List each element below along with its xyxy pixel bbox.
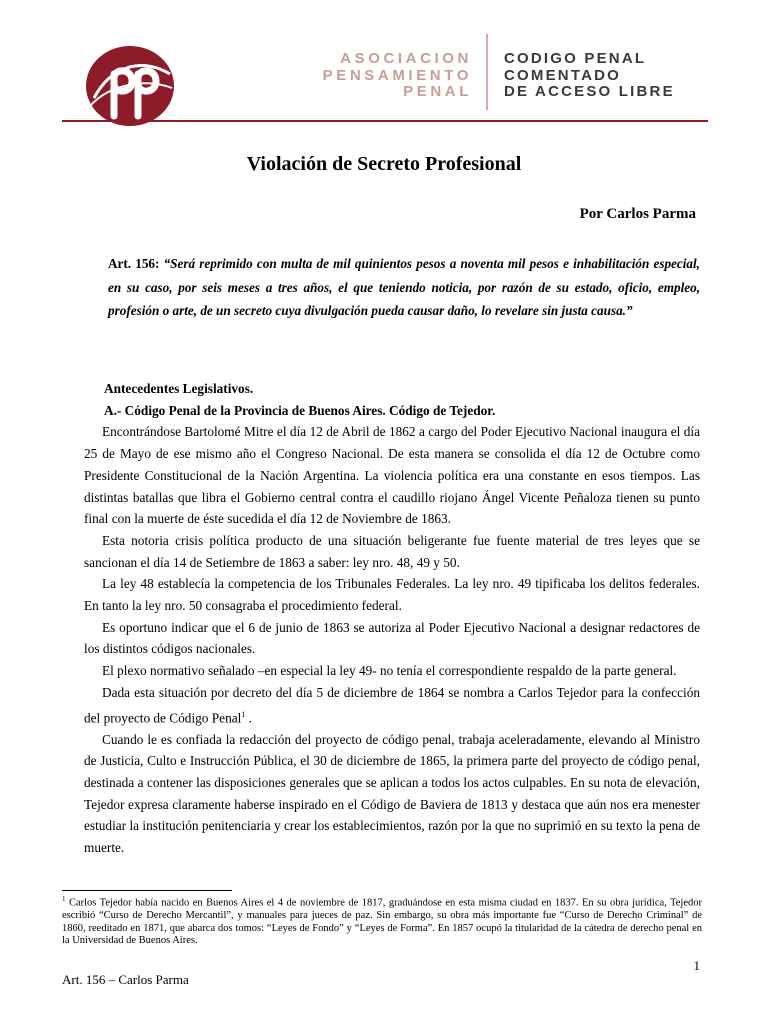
footnote-separator <box>62 890 232 891</box>
footnote-reference[interactable]: 1 <box>241 709 246 719</box>
org-line-1: ASOCIACION <box>340 50 472 67</box>
header <box>0 0 768 124</box>
article-text: “Será reprimido con multa de mil quinientos pesos a noventa mil pesos e inhabilitación especial, en su caso, por seis meses a tres años, el que teniendo noticia, por razón de su estado, oficio, empleo, profesión o arte, de un secreto cuya divulgación pueda causar daño, lo revelare sin justa causa.” <box>108 256 700 318</box>
org-line-2: PENSAMIENTO <box>322 66 472 84</box>
header-rule <box>62 120 708 122</box>
document-body <box>84 378 700 859</box>
page-number: 1 <box>693 958 700 973</box>
header-vertical-divider <box>486 34 488 110</box>
codigo-line-3: DE ACCESO LIBRE <box>504 83 675 100</box>
paragraph: Cuando le es confiada la redacción del proyecto de código penal, trabaja aceleradamente, elevando al Ministro de Justicia, Culto e Instrucción Pública, el 30 de diciembre de 1865, la primera parte del proyecto de código penal, destinada a contener las disposiciones generales que se aplican a todos los actos culpables. En su nota de elevación, Tejedor expresa claramente haberse inspirado en el Código de Baviera de 1813 y destaca que aún nos era menester estudiar la institución penitenciaria y crear los establecimientos, razón por la que no suprimió en su texto la pena de muerte. <box>84 731 700 856</box>
footnote-text: Carlos Tejedor había nacido en Buenos Aires el 4 de noviembre de 1817, graduándose en esta misma ciudad en 1837. En su obra jurídica, Tejedor escribió “Curso de Derecho Mercantil”, y manuales para jueces de paz. Sin embargo, su obra más importante fue “Curso de Derecho Criminal” de 1860, reeditado en 1871, que abarca dos tomos: “Leyes de Fondo” y “Leyes de Forma”. En 1857 ocupó la titularidad de la cátedra de derecho penal en la Universidad de Buenos Aires. <box>62 897 702 947</box>
asociacion-pensamiento-penal-logo-icon <box>84 44 178 128</box>
subsection-heading: A.- Código Penal de la Provincia de Buenos Aires. Código de Tejedor. <box>104 402 496 418</box>
organization-name <box>323 51 472 101</box>
paragraph-text: Dada esta situación por decreto del día 5 de diciembre de 1864 se nombra a Carlos Tejedor para la confección del proyecto de Código Penal <box>84 684 700 725</box>
paragraph-with-footnote <box>84 682 700 729</box>
document-author: Por Carlos Parma <box>579 206 696 222</box>
codigo-line-1: CODIGO PENAL <box>504 50 647 67</box>
document-title: Violación de Secreto Profesional <box>246 153 522 175</box>
article-label: Art. 156: <box>108 256 160 271</box>
section-heading: Antecedentes Legislativos. <box>104 381 254 396</box>
paragraph: Esta notoria crisis política producto de una situación beligerante fue fuente material de tres leyes que se sancionan el día 14 de Setiembre de 1863 a saber: ley nro. 48, 49 y 50. <box>84 532 700 570</box>
paragraph: El plexo normativo señalado –en especial la ley 49- no tenía el correspondiente respaldo de la parte general. <box>102 663 677 679</box>
footnote-marker: 1 <box>62 895 66 903</box>
paragraph: Encontrándose Bartolomé Mitre el día 12 de Abril de 1862 a cargo del Poder Ejecutivo Nacional inaugura el día 25 de Mayo de ese mismo año el Congreso Nacional. De esta manera se consolida el día 12 de Octubre como Presidente Constitucional de la Nación Argentina. La violencia política era una constante en esos tiempos. Las distintas batallas que libra el Gobierno central contra el caudillo riojano Ángel Vicente Peñaloza tienen su punto final con la muerte de éste sucedida el día 12 de Noviembre de 1863. <box>84 424 700 527</box>
article-156-quote <box>108 252 700 323</box>
running-footer: Art. 156 – Carlos Parma <box>62 972 189 987</box>
paragraph-end: . <box>245 709 252 725</box>
org-line-3: PENAL <box>403 83 472 100</box>
footnote <box>62 893 702 948</box>
paragraph: La ley 48 establecía la competencia de los Tribunales Federales. La ley nro. 49 tipificaba los delitos federales. En tanto la ley nro. 50 consagraba el procedimiento federal. <box>84 576 700 614</box>
codigo-penal-tagline <box>504 51 675 101</box>
paragraph: Es oportuno indicar que el 6 de junio de 1863 se autoriza al Poder Ejecutivo Nacional a designar redactores de los distintos códigos nacionales. <box>84 619 700 657</box>
codigo-line-2: COMENTADO <box>504 66 622 84</box>
